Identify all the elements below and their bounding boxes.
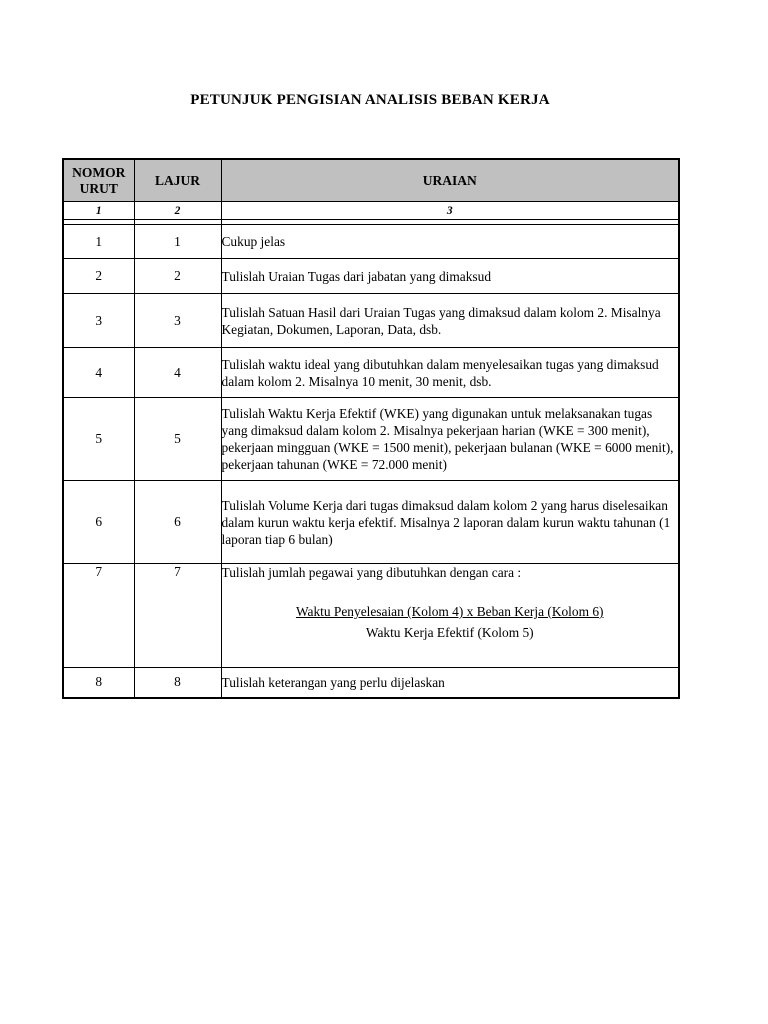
nomor-cell: 3 (63, 294, 134, 348)
nomor-cell: 1 (63, 225, 134, 259)
uraian-text: Tulislah jumlah pegawai yang dibutuhkan dengan cara : (221, 565, 522, 580)
staffing-formula (222, 603, 679, 641)
table-row (63, 668, 679, 698)
column-number-row (63, 202, 679, 220)
column-number: 2 (134, 202, 221, 220)
lajur-cell: 6 (134, 481, 221, 564)
column-number: 3 (221, 202, 679, 220)
uraian-cell: Tulislah keterangan yang perlu dijelaskan (221, 668, 679, 698)
table-header-row (63, 159, 679, 202)
uraian-cell: Cukup jelas (221, 225, 679, 259)
uraian-cell: Tulislah waktu ideal yang dibutuhkan dalam menyelesaikan tugas yang dimaksud dalam kolom 2. Misalnya 10 menit, 30 menit, dsb. (221, 348, 679, 398)
document-title: PETUNJUK PENGISIAN ANALISIS BEBAN KERJA (190, 92, 550, 108)
instruction-table (62, 158, 680, 699)
uraian-cell: Tulislah Waktu Kerja Efektif (WKE) yang digunakan untuk melaksanakan tugas yang dimaksud dalam kolom 2. Misalnya pekerjaan harian (WKE = 300 menit), pekerjaan mingguan (WKE = 1500 menit), pekerjaan bulanan (WKE = 6000 menit), pekerjaan tahunan (WKE = 72.000 menit) (221, 398, 679, 481)
table-row (63, 294, 679, 348)
table-row (63, 259, 679, 294)
table-row (63, 225, 679, 259)
lajur-cell: 8 (134, 668, 221, 698)
nomor-cell: 6 (63, 481, 134, 564)
header-nomor-line: NOMOR (72, 164, 126, 180)
formula-denominator: Waktu Kerja Efektif (Kolom 5) (365, 625, 534, 640)
uraian-cell: Tulislah Volume Kerja dari tugas dimaksud dalam kolom 2 yang harus diselesaikan dalam kurun waktu kerja efektif. Misalnya 2 laporan dalam kurun waktu tahunan (1 laporan tiap 6 bulan) (221, 481, 679, 564)
uraian-cell: Tulislah Uraian Tugas dari jabatan yang dimaksud (221, 259, 679, 294)
lajur-cell: 1 (134, 225, 221, 259)
lajur-cell: 7 (134, 564, 221, 668)
table-row (63, 398, 679, 481)
header-lajur: LAJUR (134, 159, 221, 202)
uraian-cell (221, 564, 679, 668)
table-row (63, 348, 679, 398)
nomor-cell: 4 (63, 348, 134, 398)
table-row (63, 481, 679, 564)
nomor-cell: 2 (63, 259, 134, 294)
column-number: 1 (63, 202, 134, 220)
header-urut-line: URUT (79, 180, 118, 196)
table-row (63, 564, 679, 668)
nomor-cell: 8 (63, 668, 134, 698)
header-nomor-urut (63, 159, 134, 202)
lajur-cell: 3 (134, 294, 221, 348)
lajur-cell: 2 (134, 259, 221, 294)
lajur-cell: 4 (134, 348, 221, 398)
uraian-cell: Tulislah Satuan Hasil dari Uraian Tugas yang dimaksud dalam kolom 2. Misalnya Kegiatan, Dokumen, Laporan, Data, dsb. (221, 294, 679, 348)
lajur-cell: 5 (134, 398, 221, 481)
header-uraian: URAIAN (221, 159, 679, 202)
formula-numerator: Waktu Penyelesaian (Kolom 4) x Beban Kerja (Kolom 6) (295, 604, 604, 619)
nomor-cell: 5 (63, 398, 134, 481)
nomor-cell: 7 (63, 564, 134, 668)
